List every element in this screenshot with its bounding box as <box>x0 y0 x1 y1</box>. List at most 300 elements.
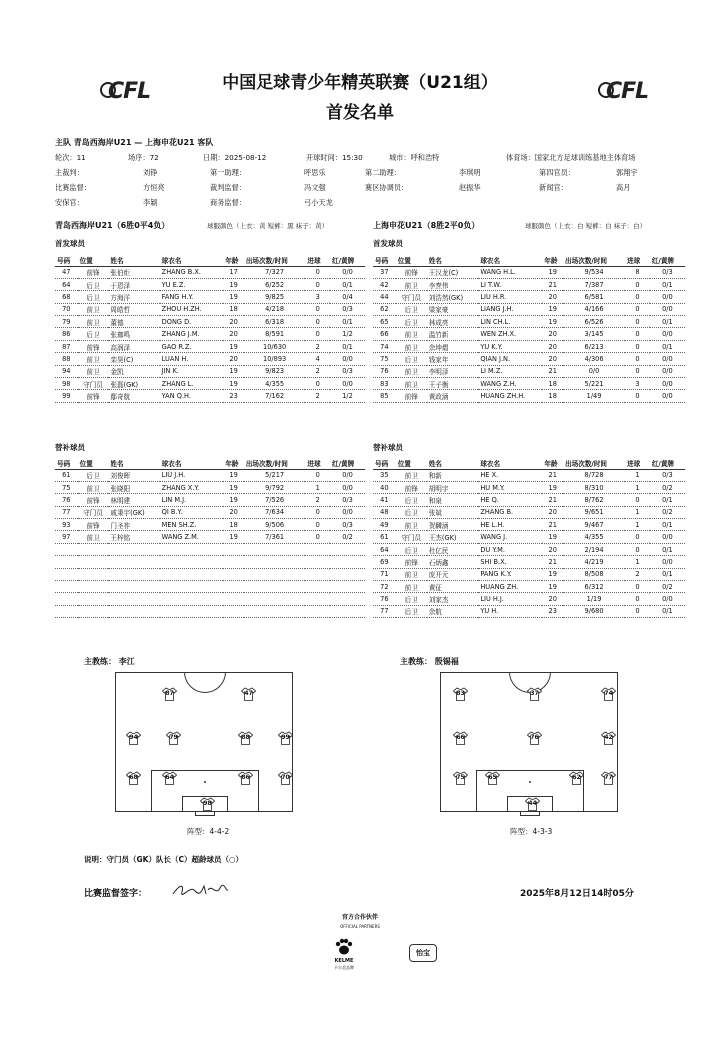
player-cell: 1/49 <box>563 390 625 402</box>
jersey-icon <box>569 771 584 785</box>
player-cell: LIANG J.H. <box>478 303 542 315</box>
player-row <box>373 328 685 340</box>
commercial-supervisor: 弓小天龙 <box>304 198 333 207</box>
column-header: 红/黄牌 <box>650 457 685 469</box>
security-officer: 李颖 <box>143 198 158 207</box>
player-row <box>373 543 685 555</box>
player-cell: 前锋 <box>78 519 109 531</box>
away-coach: 主教练： 殷锡福 <box>400 657 459 666</box>
player-cell: 37 <box>373 266 396 278</box>
player-cell: 0/1 <box>650 494 685 506</box>
player-cell: 6/526 <box>563 316 625 328</box>
match-supervisor: 方恒亮 <box>143 183 165 192</box>
player-cell: 0 <box>305 378 330 390</box>
player-cell: 1/2 <box>330 328 365 340</box>
jersey-number: 87 <box>165 690 174 697</box>
jersey-icon <box>601 687 616 701</box>
player-cell: 0/1 <box>330 340 365 352</box>
player-cell: HU M.Y. <box>478 481 542 493</box>
away-subs-label: 替补球员 <box>373 443 403 452</box>
player-cell: 0 <box>625 365 650 377</box>
player-cell: 5/221 <box>563 378 625 390</box>
player-cell: 19 <box>542 266 563 278</box>
home-subs-label: 替补球员 <box>55 443 85 452</box>
player-cell: 前卫 <box>78 481 109 493</box>
jersey-number: 83 <box>456 690 465 697</box>
away-starters-table <box>373 254 685 403</box>
home-starters-table <box>55 254 365 403</box>
player-row <box>373 519 685 531</box>
jersey-number: 79 <box>169 734 178 741</box>
player-cell: 19 <box>542 531 563 543</box>
player-cell: HE Q. <box>478 494 542 506</box>
player-cell: 21 <box>542 365 563 377</box>
player-cell: 于恩泽 <box>108 278 159 290</box>
player-cell: 前锋 <box>78 266 109 278</box>
player-cell: 0/0 <box>330 378 365 390</box>
player-cell: 8 <box>625 266 650 278</box>
city: 城市：呼和浩特 <box>389 153 440 162</box>
player-cell: 余坤熠 <box>427 340 479 352</box>
player-cell: HUANG ZH. <box>478 581 542 593</box>
player-cell: 0/4 <box>330 291 365 303</box>
player-cell: 9/534 <box>563 266 625 278</box>
player-cell: 1 <box>625 506 650 518</box>
player-cell: 前卫 <box>396 340 427 352</box>
fourth-official-label: 第四官员： <box>539 168 575 177</box>
jersey-icon <box>601 771 616 785</box>
player-row <box>55 494 365 506</box>
player-cell: 0/0 <box>650 303 685 315</box>
column-header: 进球 <box>625 457 650 469</box>
player-cell: 杜亿民 <box>427 543 479 555</box>
player-cell: 0 <box>625 543 650 555</box>
home-formation: 阵型：4-4-2 <box>187 827 230 836</box>
player-cell: 9/506 <box>244 519 306 531</box>
player-cell: 前锋 <box>78 340 109 352</box>
partners-label-en: OFFICIAL PARTNERS <box>340 924 380 929</box>
player-cell: 0/2 <box>650 506 685 518</box>
player-cell: 68 <box>55 291 78 303</box>
player-cell: 周皓哲 <box>108 303 159 315</box>
column-header: 出场次数/时间 <box>563 254 625 266</box>
column-header: 姓名 <box>427 457 479 469</box>
empty-row <box>55 581 365 593</box>
player-cell: 20 <box>542 340 563 352</box>
player-cell: 门圣祚 <box>108 519 159 531</box>
player-row <box>373 291 685 303</box>
player-row <box>373 506 685 518</box>
player-row <box>55 378 365 390</box>
player-cell: 19 <box>223 531 244 543</box>
player-cell: ZHANG B.X. <box>160 266 224 278</box>
player-cell: 0/2 <box>330 531 365 543</box>
player-cell: 钱家年 <box>427 353 479 365</box>
player-cell: 前卫 <box>396 378 427 390</box>
coordinator: 赵振华 <box>459 183 481 192</box>
player-row <box>373 605 685 617</box>
player-cell: 0 <box>305 266 330 278</box>
away-formation: 阵型：4-3-3 <box>510 827 553 836</box>
column-header: 出场次数/时间 <box>244 457 306 469</box>
player-cell: 0/1 <box>330 316 365 328</box>
jersey-icon <box>453 771 468 785</box>
player-cell: 张晓阳 <box>108 481 159 493</box>
player-cell: 0/2 <box>650 581 685 593</box>
player-cell: 18 <box>542 378 563 390</box>
player-cell: 21 <box>542 469 563 481</box>
player-cell: LIN CH.L. <box>478 316 542 328</box>
player-cell: ZHANG L. <box>160 378 224 390</box>
player-cell: 74 <box>373 340 396 352</box>
player-cell: 7/162 <box>244 390 306 402</box>
player-cell: 守门员 <box>396 531 427 543</box>
player-cell: 85 <box>373 390 396 402</box>
column-header: 出场次数/时间 <box>563 457 625 469</box>
commercial-supervisor-label: 商务监督： <box>210 198 246 207</box>
player-cell: 守门员 <box>78 378 109 390</box>
player-cell: 0/0 <box>650 378 685 390</box>
player-cell: 75 <box>55 481 78 493</box>
player-cell: 前卫 <box>396 328 427 340</box>
player-row <box>55 291 365 303</box>
player-cell: FANG H.Y. <box>160 291 224 303</box>
jersey-icon <box>453 731 468 745</box>
player-cell: 61 <box>55 469 78 481</box>
player-cell: 0 <box>625 531 650 543</box>
player-cell: 23 <box>223 390 244 402</box>
player-cell: PANG K.Y. <box>478 568 542 580</box>
away-team-head: 上海申花U21（8胜2平0负） <box>373 221 480 230</box>
away-pitch <box>440 672 618 812</box>
empty-row <box>55 556 365 568</box>
player-cell: LUAN H. <box>160 353 224 365</box>
player-cell: 后卫 <box>396 593 427 605</box>
player-cell: 前锋 <box>78 494 109 506</box>
player-cell: YU H. <box>478 605 542 617</box>
player-cell: 8/591 <box>244 328 306 340</box>
player-cell: 19 <box>223 340 244 352</box>
player-cell: WEN ZH.X. <box>478 328 542 340</box>
player-cell: 后卫 <box>78 278 109 290</box>
player-cell: 19 <box>542 581 563 593</box>
column-header: 姓名 <box>108 254 159 266</box>
player-cell: 0/1 <box>650 340 685 352</box>
coordinator-label: 赛区协调员： <box>365 183 409 192</box>
jersey-number: 76 <box>530 734 539 741</box>
player-cell: 66 <box>373 328 396 340</box>
player-row <box>373 365 685 377</box>
player-cell: WANG Z.M. <box>160 531 224 543</box>
player-cell: SHI B.X. <box>478 556 542 568</box>
player-cell: 2 <box>625 568 650 580</box>
player-cell: 前卫 <box>78 303 109 315</box>
player-cell: 林成亮 <box>427 316 479 328</box>
jersey-number: 37 <box>530 690 539 697</box>
column-header: 年龄 <box>542 457 563 469</box>
player-cell: 戚秉宇(GK) <box>108 506 159 518</box>
referee-supervisor-label: 裁判监督： <box>210 183 246 192</box>
jersey-number: 64 <box>165 774 174 781</box>
jersey-icon <box>525 797 540 811</box>
jersey-icon <box>200 797 215 811</box>
player-cell: 87 <box>55 340 78 352</box>
player-cell: 19 <box>223 365 244 377</box>
match-line: 主队 青岛西海岸U21 — 上海申花U21 客队 <box>55 138 214 147</box>
jersey-number: 77 <box>604 774 613 781</box>
player-row <box>373 353 685 365</box>
player-cell: 97 <box>55 531 78 543</box>
jersey-icon <box>485 771 500 785</box>
player-cell: 61 <box>373 531 396 543</box>
player-cell: 19 <box>542 316 563 328</box>
player-cell: ZHOU H.ZH. <box>160 303 224 315</box>
column-header: 球衣名 <box>160 254 224 266</box>
player-cell: 20 <box>542 543 563 555</box>
column-header: 年龄 <box>542 254 563 266</box>
player-cell: YU K.Y. <box>478 340 542 352</box>
player-cell: WANG Z.H. <box>478 378 542 390</box>
away-starters-label: 首发球员 <box>373 239 403 248</box>
player-cell: 8/728 <box>563 469 625 481</box>
column-header: 红/黄牌 <box>330 254 365 266</box>
jersey-icon <box>126 771 141 785</box>
jersey-icon <box>166 731 181 745</box>
player-cell: 前卫 <box>78 353 109 365</box>
column-header: 位置 <box>396 254 427 266</box>
player-cell: HE L.H. <box>478 519 542 531</box>
cestbon-logo: 怡宝 <box>409 944 437 962</box>
player-cell: 41 <box>373 494 396 506</box>
player-cell: 98 <box>55 378 78 390</box>
player-cell: 前卫 <box>396 568 427 580</box>
player-cell: 林明建 <box>108 494 159 506</box>
player-cell: 前卫 <box>78 365 109 377</box>
ar2-label: 第二助理： <box>365 168 401 177</box>
jersey-icon <box>527 687 542 701</box>
player-cell: 1 <box>625 481 650 493</box>
column-header: 号码 <box>55 457 78 469</box>
security-officer-label: 安保官： <box>55 198 84 207</box>
player-cell: 88 <box>55 353 78 365</box>
jersey-icon <box>162 771 177 785</box>
jersey-number: 88 <box>241 734 250 741</box>
player-cell: 5/217 <box>244 469 306 481</box>
empty-row <box>55 568 365 580</box>
column-header: 球衣名 <box>160 457 224 469</box>
player-cell: QIAN J.N. <box>478 353 542 365</box>
jersey-icon <box>601 731 616 745</box>
player-cell: 0 <box>305 506 330 518</box>
player-cell: 高润泽 <box>108 340 159 352</box>
player-cell: DONG D. <box>160 316 224 328</box>
player-cell: 7/327 <box>244 266 306 278</box>
column-header: 年龄 <box>223 457 244 469</box>
column-header: 年龄 <box>223 254 244 266</box>
column-header: 位置 <box>78 254 109 266</box>
player-cell: 20 <box>542 506 563 518</box>
ar2: 李琪明 <box>459 168 481 177</box>
player-cell: 0/1 <box>650 543 685 555</box>
player-cell: 69 <box>373 556 396 568</box>
player-cell: HE X. <box>478 469 542 481</box>
player-cell: 70 <box>55 303 78 315</box>
player-cell: 0 <box>305 531 330 543</box>
match-info-row <box>55 153 695 164</box>
player-cell: 前卫 <box>78 316 109 328</box>
player-cell: 77 <box>373 605 396 617</box>
player-cell: 前卫 <box>396 519 427 531</box>
player-cell: 6/213 <box>563 340 625 352</box>
column-header: 姓名 <box>108 457 159 469</box>
column-header: 号码 <box>373 254 396 266</box>
player-cell: 0 <box>625 316 650 328</box>
venue: 体育场：国家北方足球训练基地主体育场 <box>506 153 636 162</box>
player-cell: 1 <box>625 469 650 481</box>
player-row <box>373 316 685 328</box>
jersey-icon <box>241 687 256 701</box>
player-row <box>55 390 365 402</box>
away-subs-table <box>373 457 685 618</box>
player-cell: 4/218 <box>244 303 306 315</box>
player-cell: 42 <box>373 278 396 290</box>
empty-row <box>55 605 365 617</box>
player-cell: 0/0 <box>330 469 365 481</box>
player-cell: 9/680 <box>563 605 625 617</box>
player-row <box>55 340 365 352</box>
player-cell: LIU H.J. <box>478 593 542 605</box>
column-header: 号码 <box>373 457 396 469</box>
player-row <box>373 568 685 580</box>
player-cell: LIU H.R. <box>478 291 542 303</box>
player-cell: 3 <box>305 291 330 303</box>
player-cell: 李明泽 <box>427 365 479 377</box>
home-coach: 主教练： 李江 <box>84 657 135 666</box>
player-row <box>373 593 685 605</box>
player-cell: 王杰(GK) <box>427 531 479 543</box>
player-row <box>55 531 365 543</box>
player-cell: 0/1 <box>650 316 685 328</box>
player-cell: 胡明宇 <box>427 481 479 493</box>
column-header: 球衣名 <box>478 457 542 469</box>
player-cell: 4/355 <box>563 531 625 543</box>
player-cell: 梁家豪 <box>427 303 479 315</box>
home-subs-table <box>55 457 365 618</box>
player-cell: 前卫 <box>78 531 109 543</box>
player-cell: 19 <box>223 494 244 506</box>
player-cell: 黄征 <box>427 581 479 593</box>
player-cell: 和新 <box>427 469 479 481</box>
player-cell: 20 <box>542 328 563 340</box>
player-cell: 10/893 <box>244 353 306 365</box>
player-row <box>373 494 685 506</box>
jersey-number: 65 <box>488 774 497 781</box>
jersey-number: 99 <box>281 734 290 741</box>
home-pitch <box>115 672 293 812</box>
player-cell: 董德 <box>108 316 159 328</box>
player-cell: JIN K. <box>160 365 224 377</box>
player-cell: 21 <box>542 519 563 531</box>
player-row <box>55 481 365 493</box>
player-cell: 0/0 <box>650 593 685 605</box>
player-cell: 金凯 <box>108 365 159 377</box>
player-cell: 0/0 <box>650 390 685 402</box>
officials-row-3 <box>55 198 695 209</box>
player-cell: 20 <box>223 353 244 365</box>
referee: 刘铮 <box>143 168 158 177</box>
player-row <box>373 340 685 352</box>
sign-datetime: 2025年8月12日14时05分 <box>520 889 634 899</box>
player-row <box>55 506 365 518</box>
home-kit: 球服颜色（上衣：黄 短裤：黑 袜子：黄） <box>207 222 329 230</box>
player-cell: 0 <box>625 390 650 402</box>
jersey-number: 42 <box>604 734 613 741</box>
column-header: 进球 <box>305 254 330 266</box>
player-row <box>55 266 365 278</box>
player-cell: 4/355 <box>244 378 306 390</box>
player-row <box>373 303 685 315</box>
player-row <box>55 303 365 315</box>
player-cell: 张伯炬 <box>108 266 159 278</box>
player-cell: 后卫 <box>396 353 427 365</box>
player-cell: 86 <box>55 328 78 340</box>
player-cell: YAN Q.H. <box>160 390 224 402</box>
player-cell: 后卫 <box>396 494 427 506</box>
player-cell: 83 <box>373 378 396 390</box>
player-cell: 张磊(GK) <box>108 378 159 390</box>
player-cell: 19 <box>223 469 244 481</box>
player-cell: 0/3 <box>330 494 365 506</box>
player-cell: 40 <box>373 481 396 493</box>
player-cell: 0 <box>625 328 650 340</box>
jersey-number: 66 <box>456 734 465 741</box>
player-cell: 9/467 <box>563 519 625 531</box>
player-cell: 后卫 <box>396 605 427 617</box>
ar1-label: 第一助理： <box>210 168 246 177</box>
player-cell: 19 <box>542 481 563 493</box>
player-cell: 后卫 <box>78 291 109 303</box>
player-row <box>55 365 365 377</box>
player-cell: 35 <box>373 469 396 481</box>
column-header: 球衣名 <box>478 254 542 266</box>
jersey-icon <box>126 731 141 745</box>
ar1: 呼思乐 <box>304 168 326 177</box>
player-cell: 64 <box>373 543 396 555</box>
player-row <box>55 278 365 290</box>
player-cell: 0/3 <box>330 519 365 531</box>
player-cell: 4 <box>305 353 330 365</box>
player-cell: 48 <box>373 506 396 518</box>
player-cell: 3/145 <box>563 328 625 340</box>
player-cell: 8/310 <box>563 481 625 493</box>
player-cell: 0/0 <box>650 291 685 303</box>
player-cell: 后卫 <box>78 328 109 340</box>
player-cell: 3 <box>625 378 650 390</box>
kelme-paw-icon <box>334 938 354 956</box>
player-cell: 19 <box>223 378 244 390</box>
player-cell: DU Y.M. <box>478 543 542 555</box>
player-cell: 0/0 <box>650 353 685 365</box>
referee-label: 主裁判： <box>55 168 84 177</box>
player-cell: ZHANG J.M. <box>160 328 224 340</box>
player-cell: 9/792 <box>244 481 306 493</box>
jersey-icon <box>278 731 293 745</box>
away-kit: 球服颜色（上衣：白 短裤：白 袜子：白） <box>525 222 647 230</box>
jersey-number: 98 <box>203 800 212 807</box>
player-cell: 和泉 <box>427 494 479 506</box>
player-row <box>55 519 365 531</box>
player-cell: 0/0 <box>330 506 365 518</box>
